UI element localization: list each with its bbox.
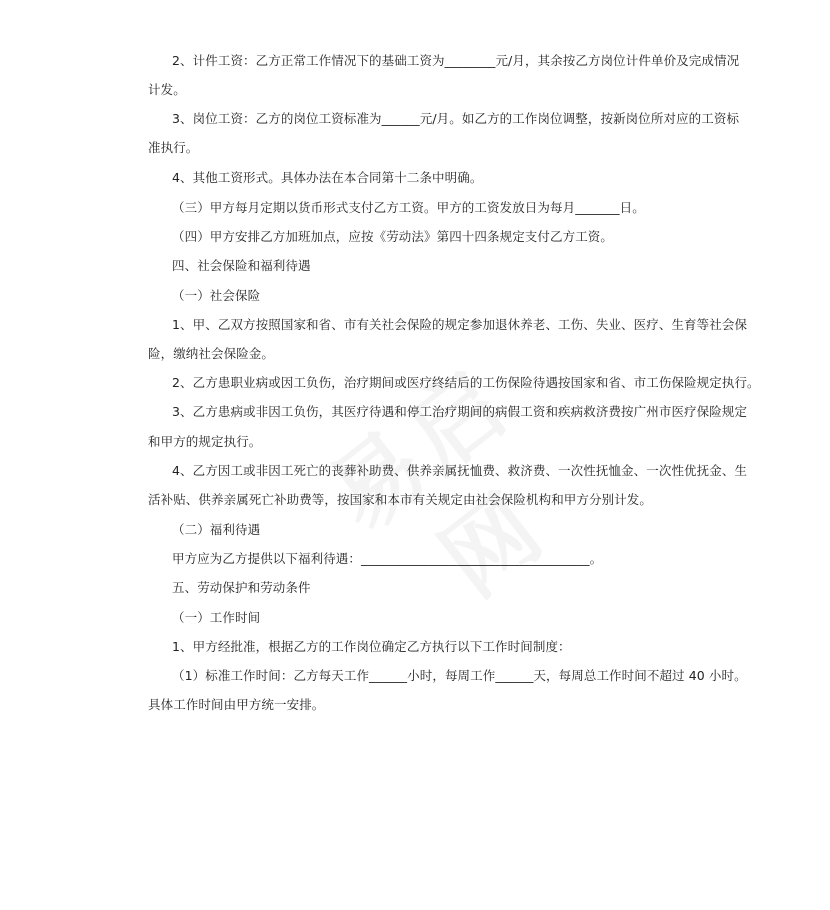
paragraph-line: （三）甲方每月定期以货币形式支付乙方工资。甲方的工资发放日为每月_______日。 — [172, 200, 645, 215]
watermark — [281, 323, 560, 578]
section-heading: 四、社会保险和福利待遇 — [172, 258, 311, 273]
section-heading: 五、劳动保护和劳动条件 — [172, 580, 311, 595]
paragraph-line: 具体工作时间由甲方统一安排。 — [148, 697, 325, 712]
paragraph-line: （四）甲方安排乙方加班加点，应按《劳动法》第四十四条规定支付乙方工资。 — [172, 229, 614, 244]
subsection-heading: （一）社会保险 — [172, 288, 261, 303]
paragraph-line: 准执行。 — [148, 140, 199, 155]
paragraph-line: 1、甲方经批准，根据乙方的工作岗位确定乙方执行以下工作时间制度： — [172, 639, 571, 654]
paragraph-line: 4、乙方因工或非因工死亡的丧葬补助费、供养亲属抚恤费、救济费、一次性抚恤金、一次性优抚金、生 — [172, 463, 748, 478]
paragraph-line: 甲方应为乙方提供以下福利待遇：____________________________________。 — [172, 551, 603, 566]
paragraph-line: （1）标准工作时间：乙方每天工作______小时，每周工作______天，每周总工作时间不超过 40 小时。 — [172, 668, 747, 683]
subsection-heading: （二）福利待遇 — [172, 522, 261, 537]
paragraph-line: 计发。 — [148, 82, 186, 97]
paragraph-line: 2、乙方患职业病或因工负伤，治疗期间或医疗终结后的工伤保险待遇按国家和省、市工伤保险规定执行。 — [172, 375, 760, 390]
subsection-heading: （一）工作时间 — [172, 610, 261, 625]
paragraph-line: 3、岗位工资：乙方的岗位工资标准为______元/月。如乙方的工作岗位调整，按新岗位所对应的工资标 — [172, 111, 740, 126]
paragraph-line: 和甲方的规定执行。 — [148, 434, 262, 449]
paragraph-line: 2、计件工资：乙方正常工作情况下的基础工资为________元/月，其余按乙方岗位计件单价及完成情况 — [172, 53, 740, 68]
paragraph-line: 3、乙方患病或非因工负伤，其医疗待遇和停工治疗期间的病假工资和疾病救济费按广州市医疗保险规定 — [172, 404, 748, 419]
paragraph-line: 4、其他工资形式。具体办法在本合同第十二条中明确。 — [172, 170, 483, 185]
paragraph-line: 活补贴、供养亲属死亡补助费等，按国家和本市有关规定由社会保险机构和甲方分别计发。 — [148, 492, 653, 507]
paragraph-line: 险，缴纳社会保险金。 — [148, 346, 275, 361]
paragraph-line: 1、甲、乙双方按照国家和省、市有关社会保险的规定参加退休养老、工伤、失业、医疗、生育等社会保 — [172, 317, 748, 332]
